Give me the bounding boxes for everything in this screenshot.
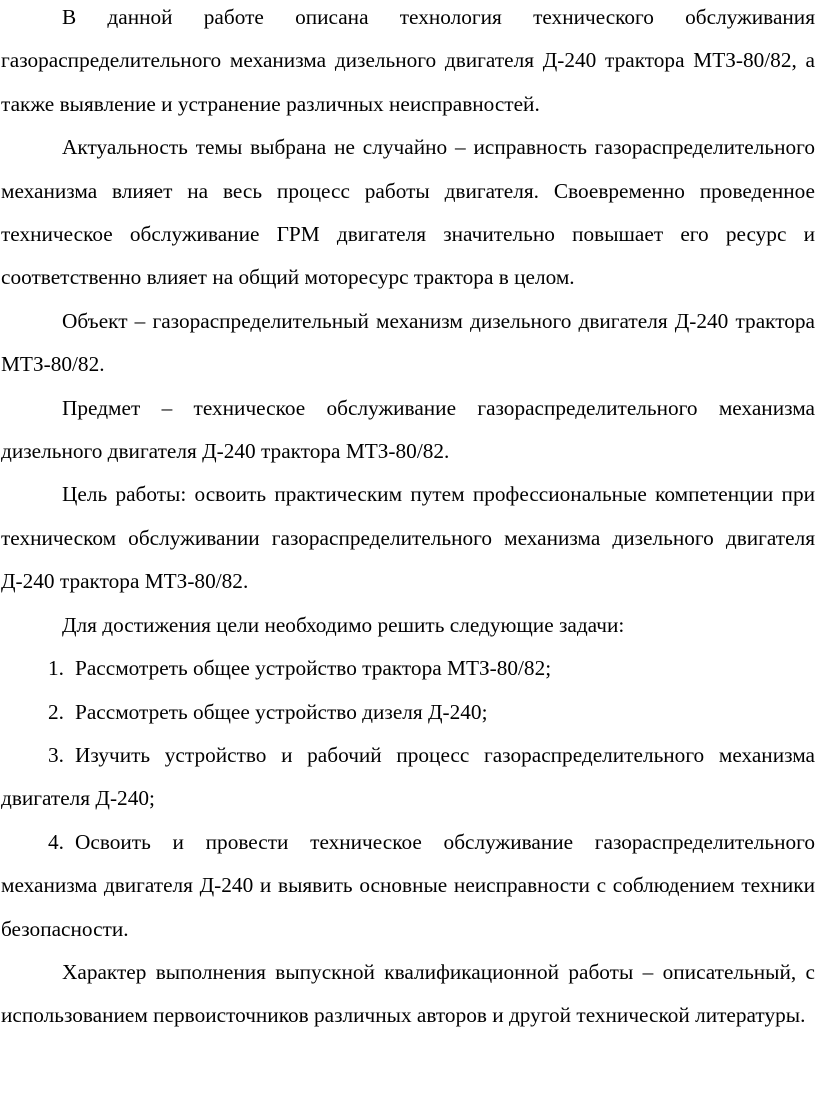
list-item (1, 647, 815, 690)
list-item-text: Изучить устройство и рабочий процесс газораспределительного механизма двигателя Д-240; (1, 742, 815, 811)
list-item (1, 821, 815, 951)
tasks-list (1, 647, 815, 951)
relevance-paragraph: Актуальность темы выбрана не случайно – исправность газораспределительного механизма влияет на весь процесс работы двигателя. Своевременно проведенное техническое обслуживание ГРМ двигателя значительно повышает его ресурс и соответственно влияет на общий моторесурс трактора в целом. (1, 135, 815, 290)
list-item-number: 2. (48, 699, 64, 724)
list-item-text: Рассмотреть общее устройство трактора МТЗ-80/82; (75, 656, 552, 681)
list-item (1, 691, 815, 734)
goal-paragraph: Цель работы: освоить практическим путем профессиональные компетенции при техническом обслуживании газораспределительного механизма дизельного двигателя Д-240 трактора МТЗ-80/82. (1, 482, 815, 594)
object-paragraph: Объект – газораспределительный механизм дизельного двигателя Д-240 трактора МТЗ-80/82. (1, 308, 815, 377)
tasks-intro-paragraph: Для достижения цели необходимо решить следующие задачи: (62, 612, 625, 637)
intro-paragraph: В данной работе описана технология технического обслуживания газораспределительного механизма дизельного двигателя Д-240 трактора МТЗ-80/82, а также выявление и устранение различных неисправностей. (1, 5, 815, 116)
list-item (1, 734, 815, 821)
list-item-number: 1. (48, 656, 64, 681)
subject-paragraph: Предмет – техническое обслуживание газораспределительного механизма дизельного двигателя Д-240 трактора МТЗ-80/82. (1, 395, 815, 464)
list-item-text: Рассмотреть общее устройство дизеля Д-240; (75, 699, 488, 724)
list-item-number: 3. (48, 742, 64, 767)
character-paragraph: Характер выполнения выпускной квалификационной работы – описательный, с использованием первоисточников различных авторов и другой технической литературы. (1, 959, 815, 1028)
list-item-number: 4. (48, 829, 64, 854)
list-item-text: Освоить и провести техническое обслуживание газораспределительного механизма двигателя Д-240 и выявить основные неисправности с соблюдением техники безопасности. (1, 829, 815, 941)
